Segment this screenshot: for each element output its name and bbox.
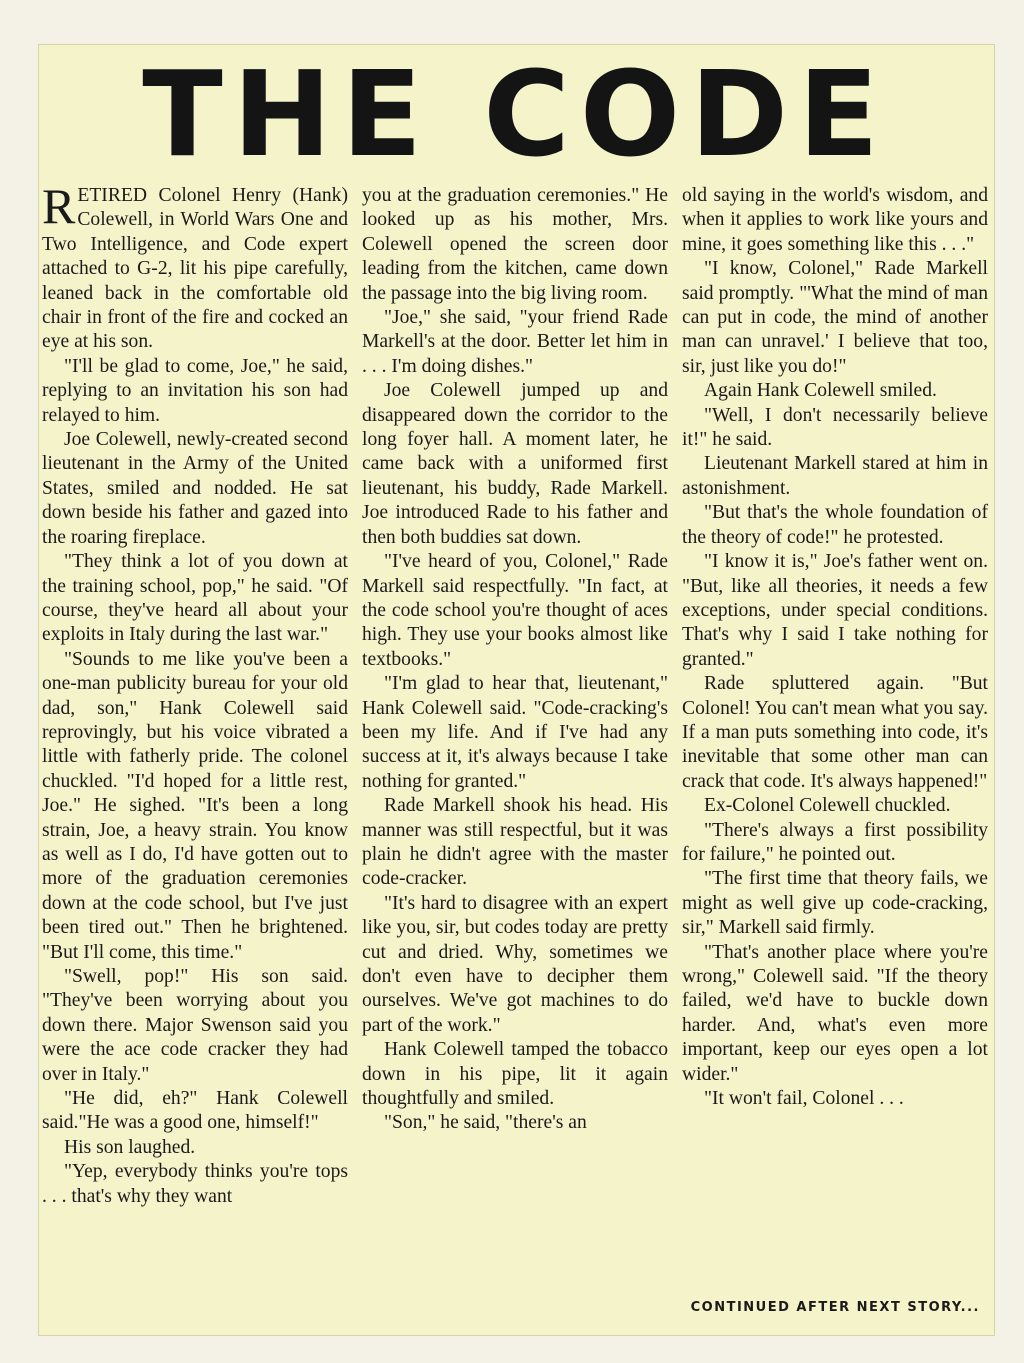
paragraph [42, 178, 348, 355]
paragraph: old saying in the world's wisdom, and when it applies to work like yours and mine, it goes something like this . . ." [682, 185, 988, 255]
paragraph: "There's always a first possibility for failure," he pointed out. [682, 819, 988, 865]
column-1 [42, 178, 348, 1294]
paragraph: Lieutenant Markell stared at him in astonishment. [682, 453, 988, 499]
paragraph: "Son," he said, "there's an [384, 1112, 587, 1134]
page-title: THE CODE [142, 45, 889, 183]
drop-cap: R [42, 178, 76, 234]
paragraph: "That's another place where you're wrong," Colewell said. "If the theory failed, we'd have to buckle down harder. And, what's even more important, keep our eyes open a lot wider." [682, 941, 988, 1085]
paragraph: "He did, eh?" Hank Colewell said."He was a good one, himself!" [42, 1088, 348, 1134]
paragraph: "Joe," she said, "your friend Rade Markell's at the door. Better let him in . . . I'm doing dishes." [362, 307, 668, 377]
paragraph: Rade spluttered again. "But Colonel! You can't mean what you say. If a man puts something into code, it's inevitable that some other man can crack that code. It's always happened!" [682, 673, 988, 792]
paragraph: "I've heard of you, Colonel," Rade Markell said respectfully. "In fact, at the code school you're thought of aces high. They use your books almost like textbooks." [362, 551, 668, 670]
paragraph: "The first time that theory fails, we might as well give up code-cracking, sir," Markell said firmly. [682, 868, 988, 939]
paragraph: His son laughed. [64, 1136, 196, 1158]
paragraph: "Well, I don't necessarily believe it!" he said. [682, 404, 988, 451]
paragraph: "I'm glad to hear that, lieutenant," Hank Colewell said. "Code-cracking's been my life. And if I've had any success at it, it's always because I take nothing for granted." [362, 673, 668, 792]
paragraph: you at the graduation ceremonies." He looked up as his mother, Mrs. Colewell opened the screen door leading from the kitchen, came down the passage into the big living room. [362, 185, 668, 304]
paragraph-text: ETIRED Colonel Henry (Hank) Colewell, in World Wars One and Two Intelligence, and Code expert attached to G-2, lit his pipe carefully, leaned back in the comfortable old chair in front of the fire and cocked an eye at his son. [42, 185, 348, 353]
paragraph: Ex-Colonel Colewell chuckled. [704, 795, 951, 817]
paragraph: "I know, Colonel," Rade Markell said promptly. "'What the mind of man can put in code, the mind of another man can unravel.' I believe that too, sir, just like you do!" [682, 258, 988, 377]
paragraph: "It won't fail, Colonel . . . [704, 1088, 904, 1110]
continued-note: CONTINUED AFTER NEXT STORY... [690, 1300, 980, 1315]
paragraph: "It's hard to disagree with an expert like you, sir, but codes today are pretty cut and dried. Why, sometimes we don't even have to decipher them ourselves. We've got machines to do part of the work." [362, 892, 668, 1036]
paragraph: "Swell, pop!" His son said. "They've been worrying about you down there. Major Swenson said you were the ace code cracker they had over in Italy." [42, 966, 348, 1085]
paragraph: Rade Markell shook his head. His manner was still respectful, but it was plain he didn't agree with the master code-cracker. [362, 795, 668, 890]
paragraph: Joe Colewell, newly-created second lieutenant in the Army of the United States, smiled and nodded. He sat down beside his father and gazed into the roaring fireplace. [42, 429, 348, 548]
paragraph: "Sounds to me like you've been a one-man publicity bureau for your old dad, son," Hank Colewell said reprovingly, but his voice vibrated a little with fatherly pride. The colonel chuckled. "I'd hoped for a little rest, Joe." He sighed. "It's been a long strain, Joe, a heavy strain. You know as well as I do, I'd have gotten out to more of the graduation ceremonies down at the code school, but I've just been tired out." Then he brightened. "But I'll come, this time." [42, 648, 348, 963]
column-3 [682, 184, 988, 1294]
paragraph: "But that's the whole foundation of the theory of code!" he protested. [682, 502, 988, 548]
paragraph: "I know it is," Joe's father went on. "But, like all theories, it needs a few exceptions, under special conditions. That's why I said I take nothing for granted." [682, 551, 988, 670]
paragraph: Joe Colewell jumped up and disappeared down the corridor to the long foyer hall. A moment later, he came back with a uniformed first lieutenant, his buddy, Rade Markell. Joe introduced Rade to his father and then both buddies sat down. [362, 380, 668, 548]
column-2 [362, 184, 668, 1294]
paragraph: Hank Colewell tamped the tobacco down in his pipe, lit it again thoughtfully and smiled. [362, 1039, 668, 1110]
paragraph: "I'll be glad to come, Joe," he said, replying to an invitation his son had relayed to him. [42, 355, 348, 426]
story-columns [42, 178, 988, 1294]
paragraph: "Yep, everybody thinks you're tops . . . that's why they want [42, 1161, 348, 1207]
paragraph: Again Hank Colewell smiled. [704, 380, 937, 402]
paragraph: "They think a lot of you down at the training school, pop," he said. "Of course, they've heard all about your exploits in Italy during the last war." [42, 551, 348, 646]
